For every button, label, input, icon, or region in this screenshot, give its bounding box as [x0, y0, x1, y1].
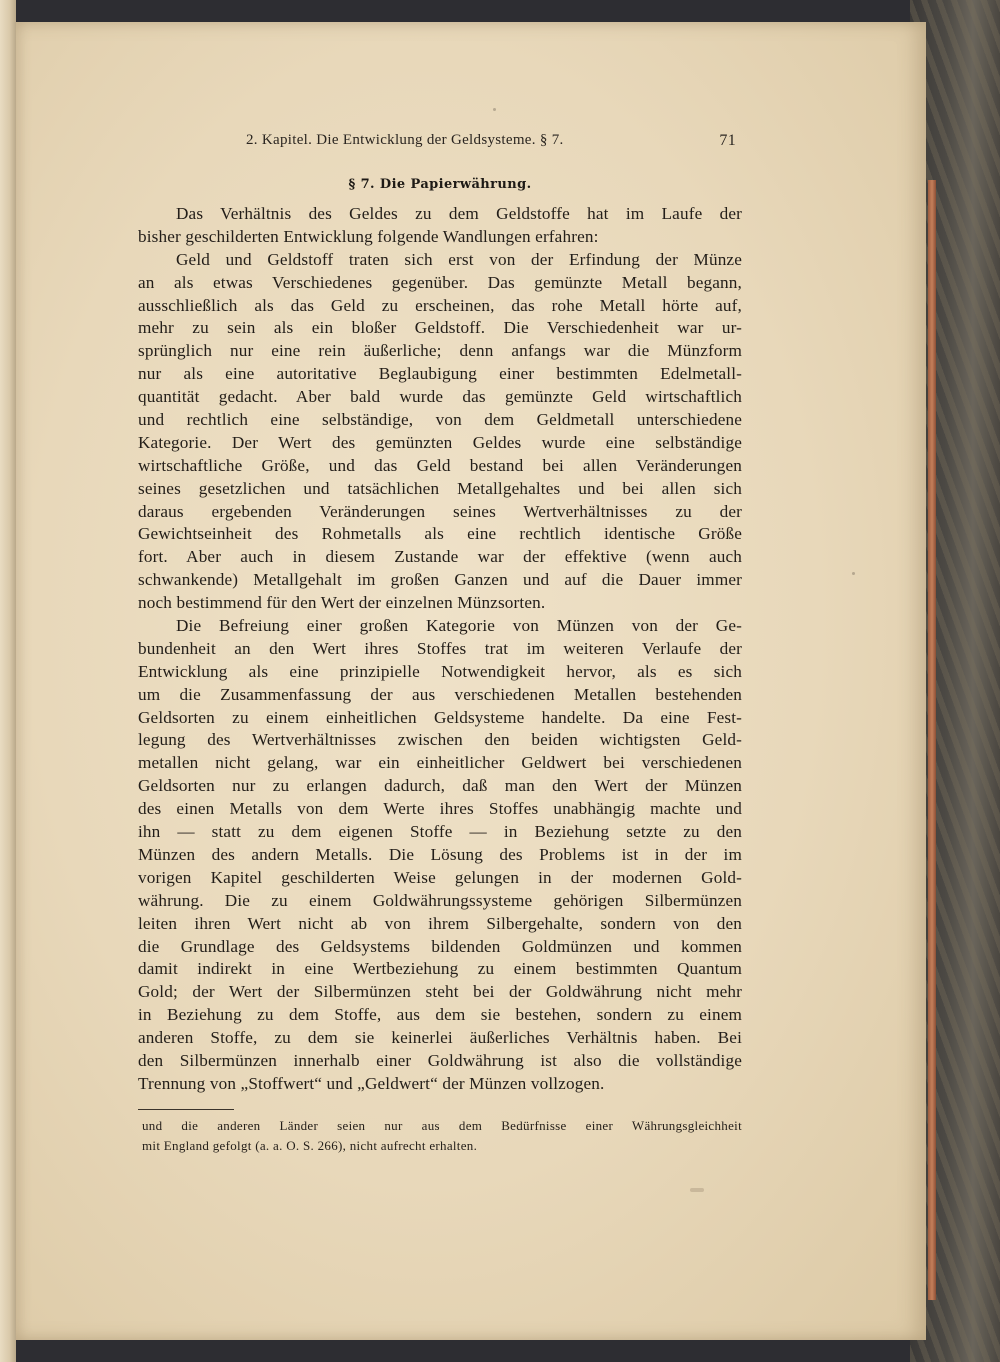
page-number: 71 — [719, 132, 736, 149]
body-text-line: währung. Die zu einem Goldwährungssysteme gehörigen Silbermünzen — [138, 890, 742, 910]
body-text-line: anderen Stoffe, zu dem sie keinerlei äußerliches Verhältnis haben. Bei — [138, 1028, 742, 1048]
body-text-line: Entwicklung als eine prinzipielle Notwendigkeit hervor, als es sich — [138, 661, 742, 681]
body-text-line: leiten ihren Wert nicht ab von ihrem Silbergehalte, sondern von den — [138, 913, 742, 933]
body-text-line: vorigen Kapitel geschilderten Weise gelungen in der modernen Gold- — [138, 867, 742, 887]
body-text-line: Geldsorten nur zu erlangen dadurch, daß man den Wert der Münzen — [138, 776, 742, 796]
body-text-line: noch bestimmend für den Wert der einzelnen Münzsorten. — [138, 593, 546, 613]
body-text-line: sprünglich nur eine rein äußerliche; denn anfangs war die Münzform — [138, 341, 742, 361]
body-text-line: des einen Metalls von dem Werte ihres Stoffes unabhängig machte und — [138, 799, 742, 819]
body-text-line: mehr zu sein als ein bloßer Geldstoff. Die Verschiedenheit war ur- — [138, 318, 742, 338]
footnote-divider — [138, 1109, 234, 1110]
body-text-line: und rechtlich eine selbständige, von dem Geldmetall unterschiedene — [138, 410, 742, 430]
body-text-line: wirtschaftliche Größe, und das Geld bestand bei allen Veränderungen — [138, 455, 742, 475]
body-text-line: in Beziehung zu dem Stoffe, aus dem sie bestehen, sondern zu einem — [138, 1005, 742, 1025]
paper-speck — [852, 572, 855, 575]
page-edge-stain — [928, 180, 936, 1300]
body-text-line: nur als eine autoritative Beglaubigung einer bestimmten Edelmetall- — [138, 364, 742, 384]
body-text-line: Gewichtseinheit des Rohmetalls als eine rechtlich identische Größe — [138, 524, 742, 544]
body-text-line: um die Zusammenfassung der aus verschiedenen Metallen bestehenden — [138, 684, 742, 704]
body-text-line: seines gesetzlichen und tatsächlichen Metallgehaltes und bei allen sich — [138, 478, 742, 498]
body-text-line: fort. Aber auch in diesem Zustande war der effektive (wenn auch — [138, 547, 742, 567]
body-text-line: Gold; der Wert der Silbermünzen steht bei der Goldwährung nicht mehr — [138, 982, 742, 1002]
body-text-line: ihn — statt zu dem eigenen Stoffe — in Beziehung setzte zu den — [138, 822, 742, 842]
body-text-line: bundenheit an den Wert ihres Stoffes trat im weiteren Verlaufe der — [138, 638, 742, 658]
body-text-line: quantität gedacht. Aber bald wurde das gemünzte Geld wirtschaftlich — [138, 387, 742, 407]
body-text-line: Die Befreiung einer großen Kategorie von Münzen von der Ge- — [176, 616, 742, 636]
section-title: § 7. Die Papierwährung. — [348, 177, 532, 192]
body-text-line: den Silbermünzen innerhalb einer Goldwährung ist also die vollständige — [138, 1050, 742, 1070]
running-head-title: 2. Kapitel. Die Entwicklung der Geldsysteme. § 7. — [246, 132, 564, 148]
body-text-line: schwankende) Metallgehalt im großen Ganzen und auf die Dauer immer — [138, 570, 742, 590]
body-text-line: metallen nicht gelang, war ein einheitlicher Geldwert bei verschiedenen — [138, 753, 742, 773]
body-text-line: Geld und Geldstoff traten sich erst von der Erfindung der Münze — [176, 249, 742, 269]
footnote-line: und die anderen Länder seien nur aus dem Bedürfnisse einer Währungsgleichheit — [142, 1118, 742, 1133]
paper-speck — [690, 1188, 704, 1192]
body-text-line: Das Verhältnis des Geldes zu dem Geldstoffe hat im Laufe der — [176, 204, 742, 223]
paper-speck — [493, 108, 496, 111]
body-text-line: bisher geschilderten Entwicklung folgende Wandlungen erfahren: — [138, 226, 599, 246]
book-binding-left — [0, 0, 16, 1362]
body-text-line: legung des Wertverhältnisses zwischen den beiden wichtigsten Geld- — [138, 730, 742, 750]
body-text-line: Geldsorten zu einem einheitlichen Geldsysteme handelte. Da eine Fest- — [138, 707, 742, 727]
body-text — [138, 203, 742, 1096]
body-text-line: daraus ergebenden Veränderungen seines Wertverhältnisses zu der — [138, 501, 742, 521]
body-text-line: damit indirekt in eine Wertbeziehung zu einem bestimmten Quantum — [138, 959, 742, 979]
body-text-line: an als etwas Verschiedenes gegenüber. Das gemünzte Metall begann, — [138, 272, 742, 292]
footnote-line: mit England gefolgt (a. a. O. S. 266), nicht aufrecht erhalten. — [142, 1138, 478, 1153]
body-text-line: Münzen des andern Metalls. Die Lösung des Problems ist in der im — [138, 844, 742, 864]
body-text-line: die Grundlage des Geldsystems bildenden Goldmünzen und kommen — [138, 936, 742, 956]
footnote — [142, 1116, 742, 1156]
body-text-line: Kategorie. Der Wert des gemünzten Geldes wurde eine selbständige — [138, 432, 742, 452]
body-text-line: ausschließlich als das Geld zu erscheinen, das rohe Metall hörte auf, — [138, 295, 742, 315]
body-text-line: Trennung von „Stoffwert“ und „Geldwert“ der Münzen vollzogen. — [138, 1073, 605, 1093]
running-head — [246, 132, 736, 152]
